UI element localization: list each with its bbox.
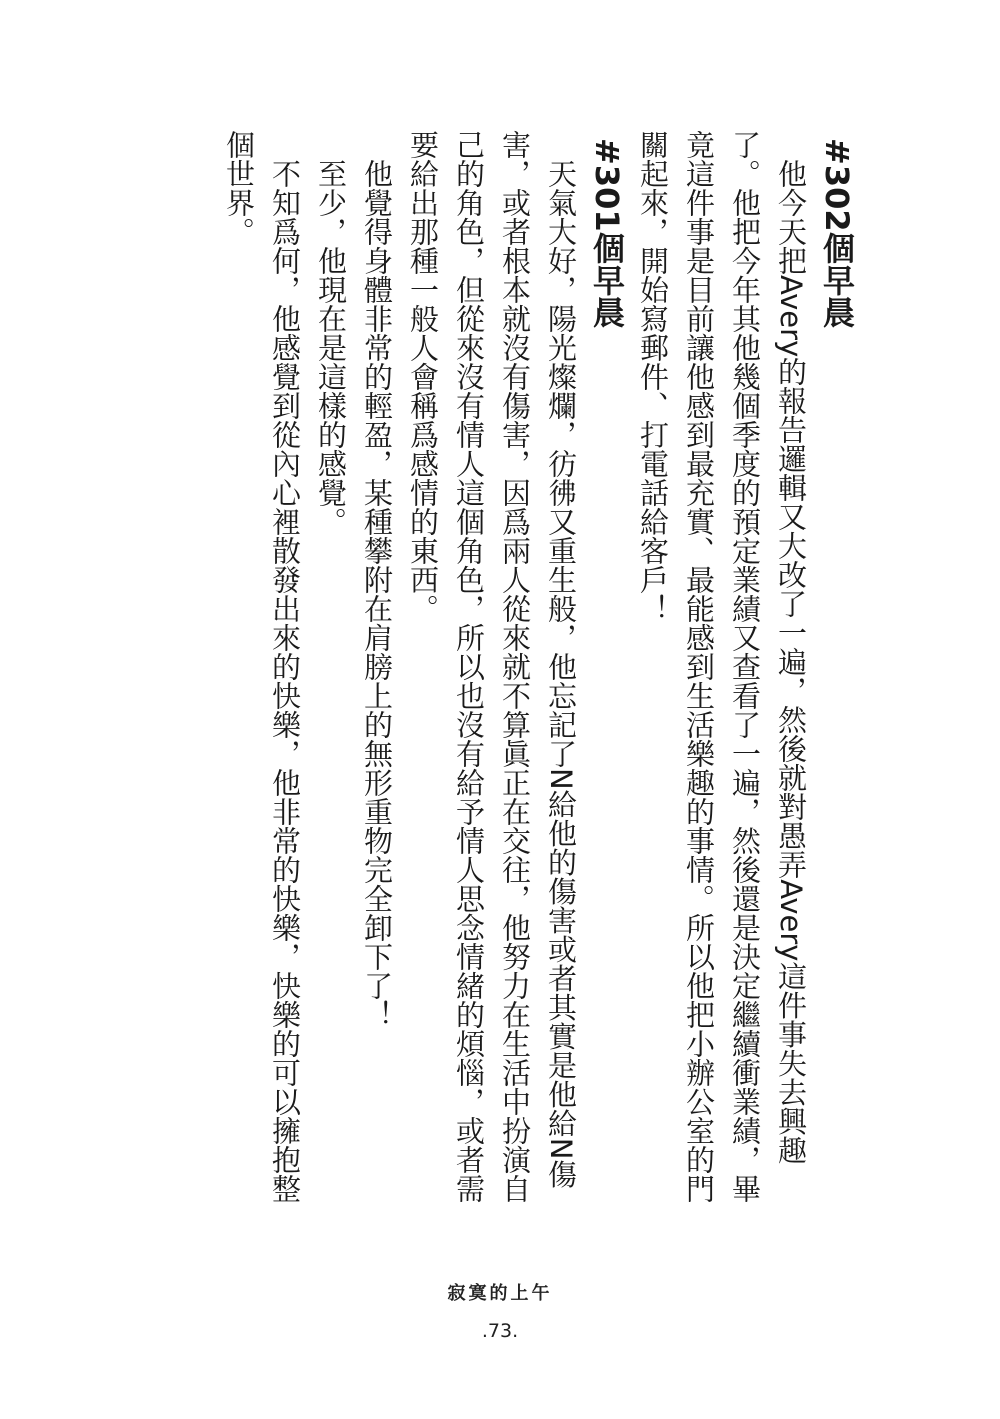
paragraph: 不知爲何，他感覺到從內心裡散發出來的快樂，他非常的快樂，快樂的可以擁抱整個世界。 [222, 130, 302, 1203]
section-301 [216, 130, 630, 1210]
section-302 [630, 130, 860, 1210]
paragraph: 他今天把Avery的報告邏輯又大改了一遍，然後就對愚弄Avery這件事失去興趣了。他把今年其他幾個季度的預定業績又查看了一遍，然後還是決定繼續衝業績，畢竟這件事是目前讓他感到最充實、最能感到生活樂趣的事情。所以他把小辦公室的門關起來，開始寫郵件、打電話給客戶！ [636, 130, 808, 1203]
paragraph: 他覺得身體非常的輕盈，某種攀附在肩膀上的無形重物完全卸下了！ [360, 159, 394, 1029]
paragraph: 天氣大好，陽光燦爛，彷彿又重生般，他忘記了N給他的傷害或者其實是他給N傷害，或者根本就沒有傷害，因爲兩人從來就不算眞正在交往，他努力在生活中扮演自己的角色，但從來沒有情人這個角色，所以也沒有給予情人思念情緒的煩惱，或者需要給出那種一般人會稱爲感情的東西。 [406, 130, 578, 1203]
paragraph: 至少，他現在是這樣的感覺。 [314, 159, 348, 536]
page-number: .73. [481, 1320, 519, 1342]
vertical-text-body [170, 130, 860, 1210]
section-heading: #301個早晨 [588, 138, 626, 328]
section-heading: #302個早晨 [818, 138, 856, 328]
running-footer-title: 寂寞的上午 [447, 1283, 553, 1304]
